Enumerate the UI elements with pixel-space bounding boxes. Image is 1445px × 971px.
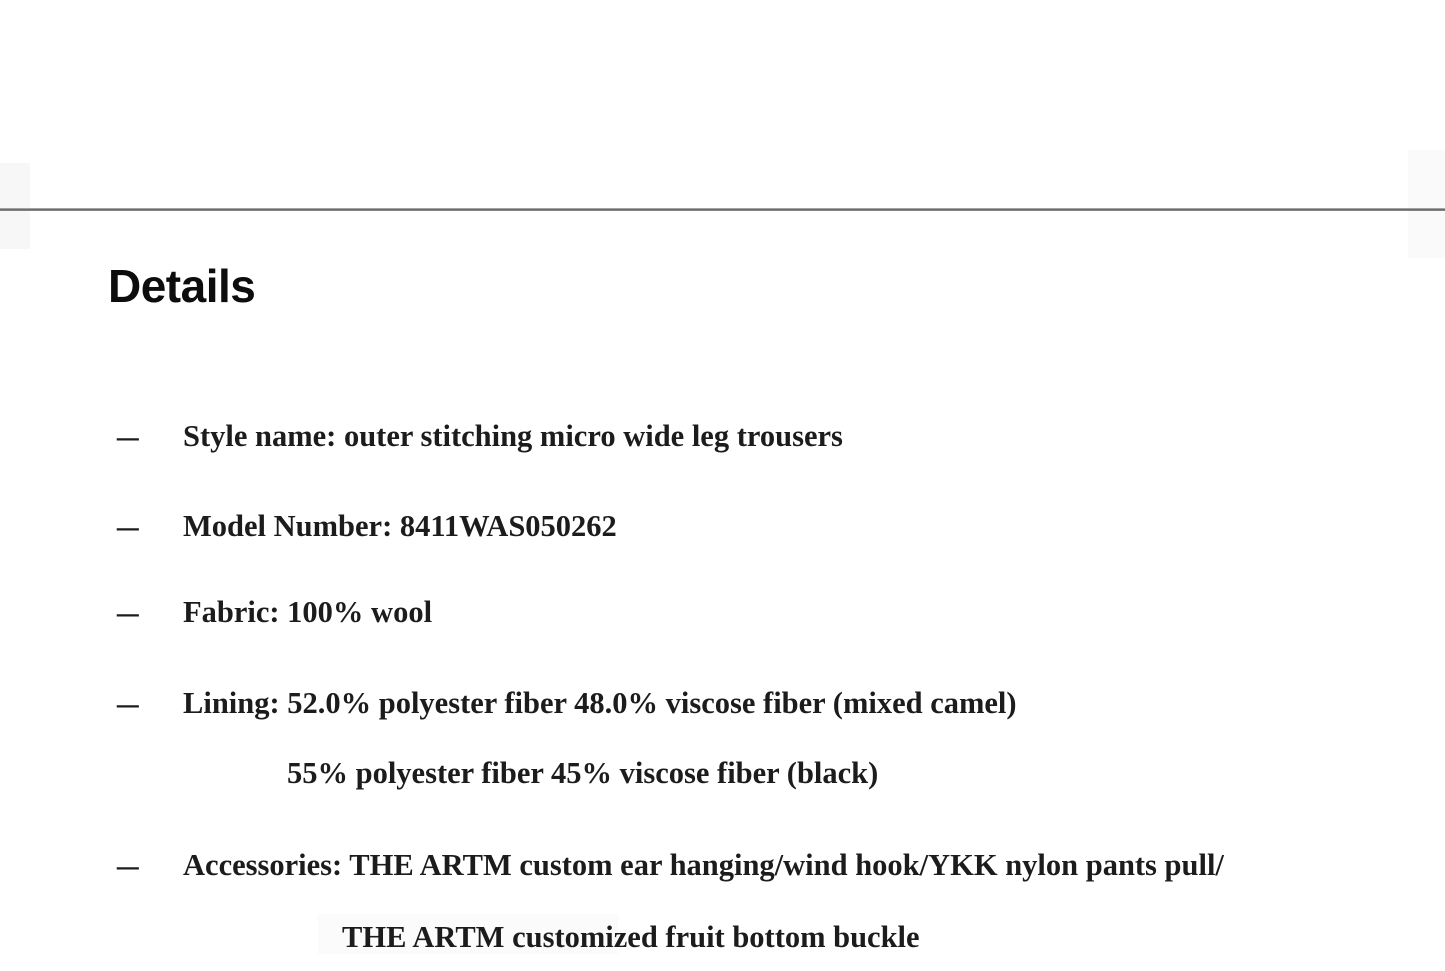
dash-bullet: – xyxy=(117,418,139,454)
dash-bullet: – xyxy=(117,508,139,544)
dash-bullet: – xyxy=(117,685,139,721)
dash-bullet: – xyxy=(117,847,139,883)
dash-bullet: – xyxy=(117,594,139,630)
list-item-text: Style name: outer stitching micro wide leg trousers xyxy=(183,419,843,453)
list-item-text: Accessories: THE ARTM custom ear hanging/wind hook/YKK nylon pants pull/ xyxy=(183,848,1224,882)
list-item-text: Model Number: 8411WAS050262 xyxy=(183,509,617,543)
list-item-text: Fabric: 100% wool xyxy=(183,595,433,629)
list-item-text: 55% polyester fiber 45% viscose fiber (black) xyxy=(287,756,879,790)
page-title: Details xyxy=(108,260,256,312)
list-item-text: Lining: 52.0% polyester fiber 48.0% viscose fiber (mixed camel) xyxy=(183,686,1017,720)
list-item-text: THE ARTM customized fruit bottom buckle xyxy=(342,920,920,954)
